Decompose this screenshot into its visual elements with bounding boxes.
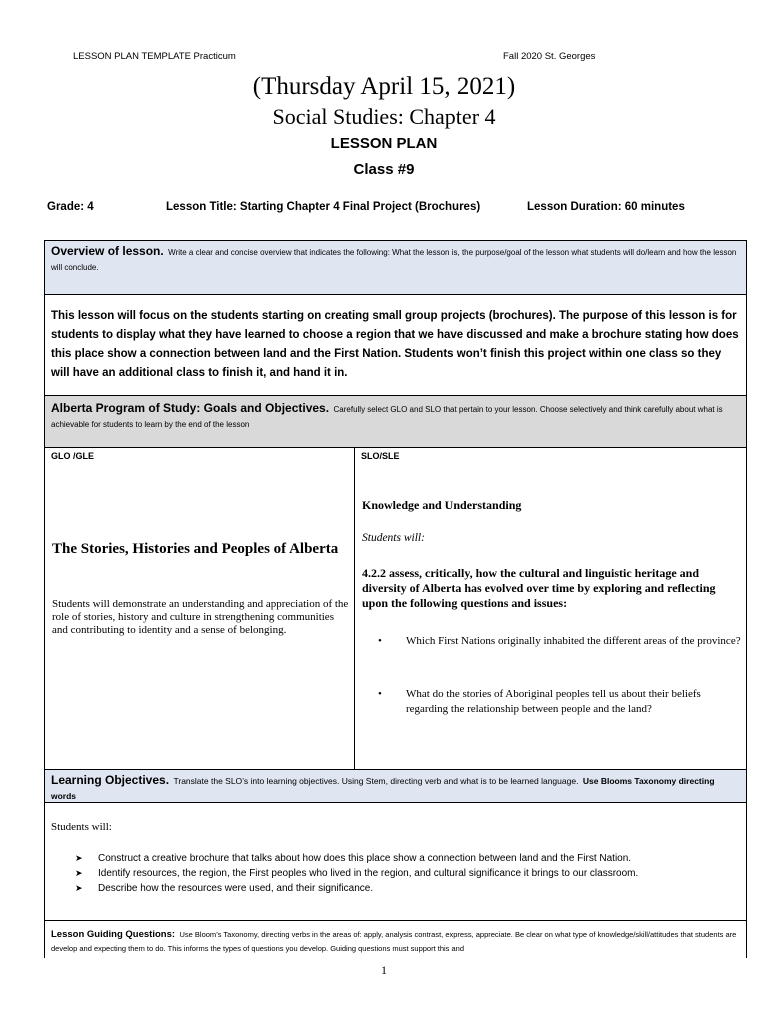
duration-label: Lesson Duration: (527, 201, 622, 213)
overview-title: Overview of lesson. (51, 244, 164, 258)
guiding-title: Lesson Guiding Questions: (51, 929, 176, 940)
learning-title: Learning Objectives. (51, 773, 170, 787)
duration-value: 60 minutes (624, 201, 685, 213)
learning-students-will: Students will: (51, 821, 112, 833)
learning-list (75, 851, 755, 896)
plan-title: LESSON PLAN (330, 135, 438, 152)
glo-text: Students will demonstrate an understanding and appreciation of the role of stories, history and culture in strengthening communities and contributing to identity and a sense of belonging. (52, 598, 349, 636)
arrow-bullet-icon: ➤ (75, 853, 83, 863)
list-item (75, 851, 755, 866)
lesson-duration (527, 201, 685, 213)
guiding-questions (44, 920, 747, 958)
guiding-desc: Use Bloom’s Taxonomy, directing verbs in the areas of: apply, analysis contrast, express, appreciate. Be clear on what type of knowledge/skill/attitudes that students are develop and expecting them to do. This informs the types of questions you develop. Guiding questions must support this and (51, 930, 737, 953)
slo-bullet-text: What do the stories of Aboriginal peoples tell us about their beliefs regarding the relationship between people and the land? (406, 688, 701, 715)
list-item (75, 881, 755, 896)
learning-item-text: Identify resources, the region, the First peoples who lived in the region, and cultural significance it brings to our classroom. (98, 868, 639, 879)
program-desc: Carefully select GLO and SLO that pertain to your lesson. Choose selectively and think carefully about what is achievable for students to learn by the end of the lesson (51, 405, 723, 429)
lesson-date: (Thursday April 15, 2021) (252, 73, 516, 100)
learning-body (44, 802, 747, 921)
subject-title: Social Studies: Chapter 4 (272, 104, 496, 129)
program-title: Alberta Program of Study: Goals and Objectives. (51, 401, 330, 415)
slo-knowledge-heading: Knowledge and Understanding (362, 498, 522, 512)
learning-header (44, 769, 747, 803)
bullet-dot-icon: • (378, 635, 382, 647)
document-header-left: LESSON PLAN TEMPLATE Practicum (73, 51, 236, 62)
learning-item-text: Describe how the resources were used, and their significance. (98, 883, 374, 894)
slo-bullet-text: Which First Nations originally inhabited the different areas of the province? (406, 635, 741, 647)
overview-desc: Write a clear and concise overview that indicates the following: What the lesson is, the purpose/goal of the lesson what students will do/learn and how the lesson will conclude. (51, 248, 737, 272)
page-number: 1 (381, 963, 387, 977)
list-item (75, 866, 755, 881)
learning-item-text: Construct a creative brochure that talks about how does this place show a connection between land and the First Nation. (98, 853, 632, 864)
learning-desc-bold: Use Blooms Taxonomy directing words (51, 776, 715, 801)
glo-column (44, 447, 355, 770)
arrow-bullet-icon: ➤ (75, 868, 83, 878)
class-number: Class #9 (353, 161, 415, 178)
bullet-dot-icon: • (378, 688, 382, 700)
lesson-title: Lesson Title: Starting Chapter 4 Final Project (Brochures) (166, 201, 481, 213)
document-header-right: Fall 2020 St. Georges (503, 51, 596, 62)
slo-outcome: 4.2.2 assess, critically, how the cultural and linguistic heritage and diversity of Alberta has evolved over time by exploring and reflecting upon the following questions and issues: (362, 566, 716, 610)
slo-column (354, 447, 747, 770)
program-header (44, 395, 747, 448)
grade: Grade: 4 (47, 201, 94, 213)
learning-desc: Translate the SLO’s into learning objectives. Using Stem, directing verb and what is to be learned language. (173, 776, 579, 786)
arrow-bullet-icon: ➤ (75, 883, 83, 893)
glo-label: GLO /GLE (51, 451, 95, 461)
glo-heading: The Stories, Histories and Peoples of Alberta (52, 541, 339, 557)
overview-body: This lesson will focus on the students starting on creating small group projects (brochures). The purpose of this lesson is for students to display what they have learned to choose a region that we have discussed and make a brochure stating how does this place show a connection between land and the First Nation. Students won’t finish this project within one class so they will have an additional class to finish it, and hand it in. (44, 294, 747, 396)
overview-header (44, 240, 747, 295)
slo-label: SLO/SLE (361, 451, 400, 461)
slo-students-will: Students will: (362, 532, 425, 544)
